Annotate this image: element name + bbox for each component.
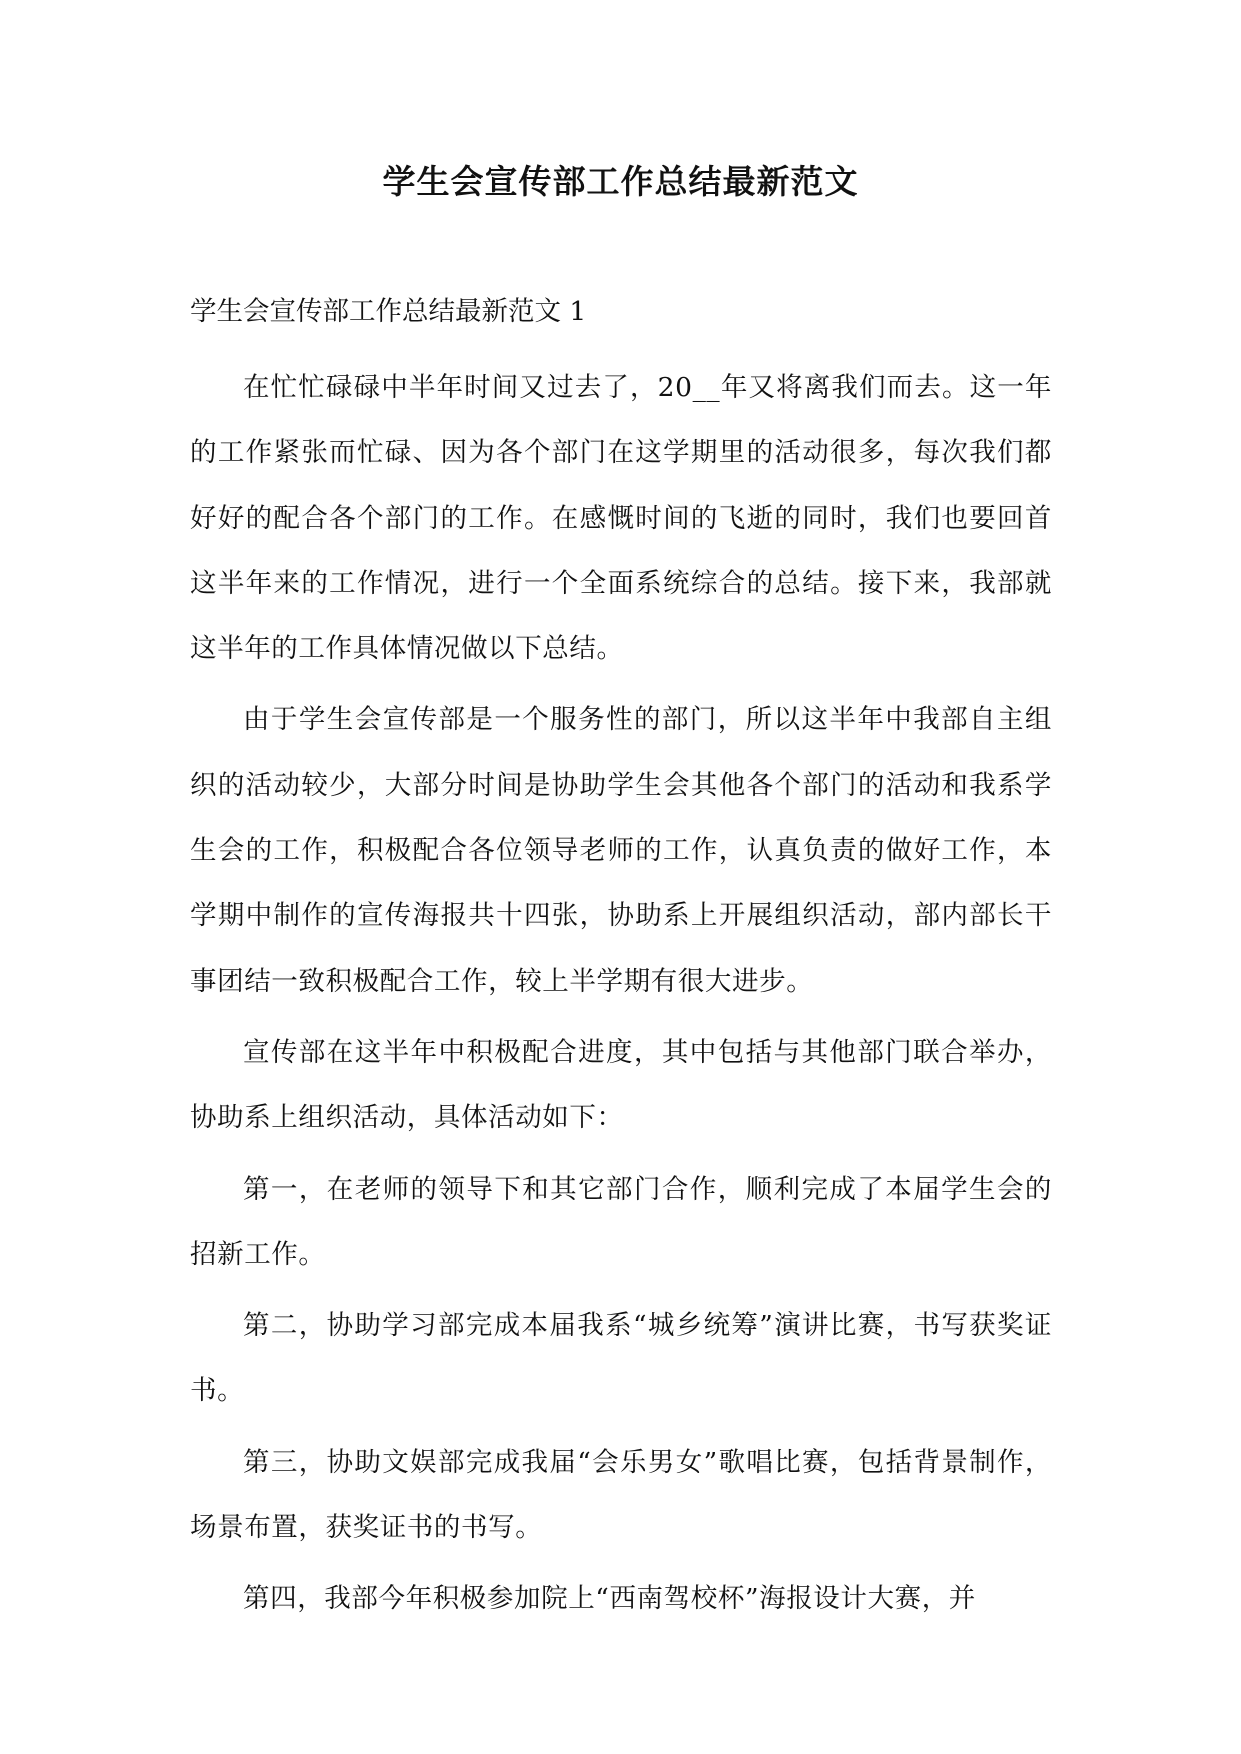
document-title: 学生会宣传部工作总结最新范文	[382, 162, 859, 201]
paragraph-department-role: 由于学生会宣传部是一个服务性的部门，所以这半年中我部自主组织的活动较少，大部分时间是协助学生会其他各个部门的活动和我系学生会的工作，积极配合各位领导老师的工作，认真负责的做好工作，本学期中制作的宣传海报共十四张，协助系上开展组织活动，部内部长干事团结一致积极配合工作，较上半学期有很大进步。	[190, 704, 1052, 997]
paragraph-intro: 在忙忙碌碌中半年时间又过去了，20__年又将离我们而去。这一年的工作紧张而忙碌、因为各个部门在这学期里的活动很多，每次我们都好好的配合各个部门的工作。在感慨时间的飞逝的同时，我们也要回首这半年来的工作情况，进行一个全面系统综合的总结。接下来，我部就这半年的工作具体情况做以下总结。	[190, 372, 1052, 665]
paragraph-item-3: 第三，协助文娱部完成我届“会乐男女”歌唱比赛，包括背景制作，场景布置，获奖证书的书写。	[190, 1446, 1052, 1544]
paragraph-item-4: 第四，我部今年积极参加院上“西南驾校杯”海报设计大赛，并	[243, 1583, 976, 1615]
paragraph-item-1: 第一，在老师的领导下和其它部门合作，顺利完成了本届学生会的招新工作。	[190, 1173, 1052, 1270]
paragraph-item-2: 第二，协助学习部完成本届我系“城乡统筹”演讲比赛，书写获奖证书。	[190, 1310, 1052, 1407]
document-body	[190, 355, 1052, 1638]
paragraph-activities-intro: 宣传部在这半年中积极配合进度，其中包括与其他部门联合举办，协助系上组织活动，具体活动如下：	[190, 1036, 1052, 1134]
section-heading: 学生会宣传部工作总结最新范文 1	[190, 296, 587, 327]
